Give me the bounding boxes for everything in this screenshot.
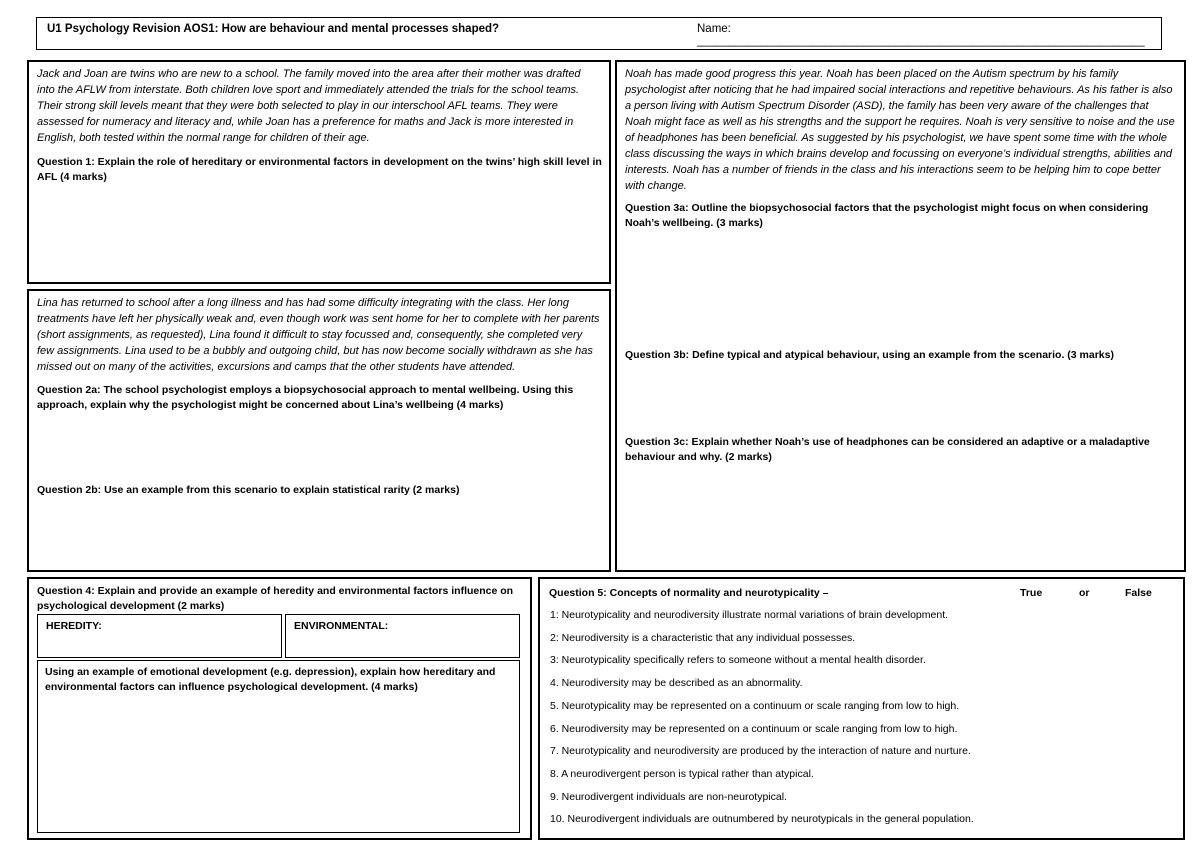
true-false-item: 3: Neurotypicality specifically refers to someone without a mental health disorder. [550, 654, 926, 667]
question-4-box [27, 577, 532, 840]
true-false-item: 4. Neurodiversity may be described as an abnormality. [550, 677, 803, 690]
question-3a: Question 3a: Outline the biopsychosocial factors that the psychologist might focus on when considering Noah’s wellbeing. (3 marks) [625, 202, 1149, 229]
question-3-box [615, 60, 1186, 572]
question-3c: Question 3c: Explain whether Noah’s use of headphones can be considered an adaptive or a maladaptive behaviour and why. (2 marks) [625, 436, 1150, 463]
heredity-label: HEREDITY: [46, 620, 102, 632]
scenario-twins: Jack and Joan are twins who are new to a school. The family moved into the area after their mother was drafted into the AFLW from interstate. Both children love sport and immediately attended the trials for the school teams. Their strong skill levels meant that they were both selected to play in our interschool AFL teams. They were assessed for numeracy and literacy and, while Joan has a preference for maths and Jack is more interested in English, both tested within the normal range for children of their age. [37, 68, 581, 144]
question-5-title: Question 5: Concepts of normality and neurotypicality – [549, 587, 829, 599]
true-false-item: 6. Neurodiversity may be represented on a continuum or scale ranging from low to high. [550, 722, 958, 735]
true-label: True [1020, 587, 1043, 599]
true-false-item: 1: Neurotypicality and neurodiversity illustrate normal variations of brain development. [550, 609, 949, 621]
question-5-box [538, 577, 1185, 840]
worksheet-title: U1 Psychology Revision AOS1: How are behaviour and mental processes shaped? [47, 23, 500, 35]
question-2-box [27, 289, 611, 572]
question-4: Question 4: Explain and provide an example of heredity and environmental factors influence on psychological development (2 marks) [37, 585, 514, 612]
true-false-item: 7. Neurotypicality and neurodiversity are produced by the interaction of nature and nurture. [550, 745, 971, 758]
question-1: Question 1: Explain the role of hereditary or environmental factors in development on the twins’ high skill level in AFL (4 marks) [37, 156, 602, 183]
true-false-item: 5. Neurotypicality may be represented on a continuum or scale ranging from low to high. [550, 699, 960, 712]
true-false-item: 2: Neurodiversity is a characteristic that any individual possesses. [550, 631, 856, 644]
question-1-box [27, 60, 611, 284]
heredity-answer-box[interactable] [37, 614, 282, 658]
question-3b: Question 3b: Define typical and atypical behaviour, using an example from the scenario. (3 marks) [625, 349, 1114, 361]
scenario-lina: Lina has returned to school after a long illness and has had some difficulty integrating with the class. Her long treatments have left her physically weak and, even though work was sent home for her to complete with her parents (short assignments, as requested), Lina found it difficult to stay focussed and, consequently, she completed very few assignments. Lina used to be a bubbly and outgoing child, but has now become socially withdrawn as she has missed out on many of the activities, excursions and camps that the other students have attended. [37, 297, 600, 373]
emotional-development-answer-box[interactable] [37, 660, 520, 833]
header-box [36, 17, 1162, 50]
question-2a: Question 2a: The school psychologist employs a biopsychosocial approach to mental wellbeing. Using this approach, explain why the psychologist might be concerned about Lina’s wellbeing (4 marks) [37, 384, 574, 411]
false-label: False [1125, 587, 1152, 599]
environmental-answer-box[interactable] [285, 614, 520, 658]
environmental-label: ENVIRONMENTAL: [294, 620, 389, 632]
true-false-item: 9. Neurodivergent individuals are non-neurotypical. [550, 790, 787, 803]
true-false-item: 8. A neurodivergent person is typical rather than atypical. [550, 767, 814, 780]
question-2b: Question 2b: Use an example from this scenario to explain statistical rarity (2 marks) [37, 484, 460, 496]
or-label: or [1079, 587, 1090, 599]
question-4-sub: Using an example of emotional development (e.g. depression), explain how hereditary and environmental factors can influence psychological development. (4 marks) [45, 666, 496, 693]
scenario-noah: Noah has made good progress this year. Noah has been placed on the Autism spectrum by his family psychologist after noticing that he had impaired social interactions and repetitive behaviours. As his father is also a person living with Autism Spectrum Disorder (ASD), the family has been very aware of the challenges that Noah might face as well as his strengths and the support he requires. Noah is very sensitive to noise and the use of headphones has been beneficial. As suggested by his psychologist, we have spent some time with the whole class discussing the ways in which brains develop and focussing on everyone’s individual strengths, abilities and interests. Noah has a number of friends in the class and his interactions seem to be helping him to cope better with change. [625, 68, 1175, 192]
name-field[interactable]: Name: ______________________________________________________________________ [697, 23, 1145, 47]
true-false-item: 10. Neurodivergent individuals are outnumbered by neurotypicals in the general population. [550, 813, 974, 826]
